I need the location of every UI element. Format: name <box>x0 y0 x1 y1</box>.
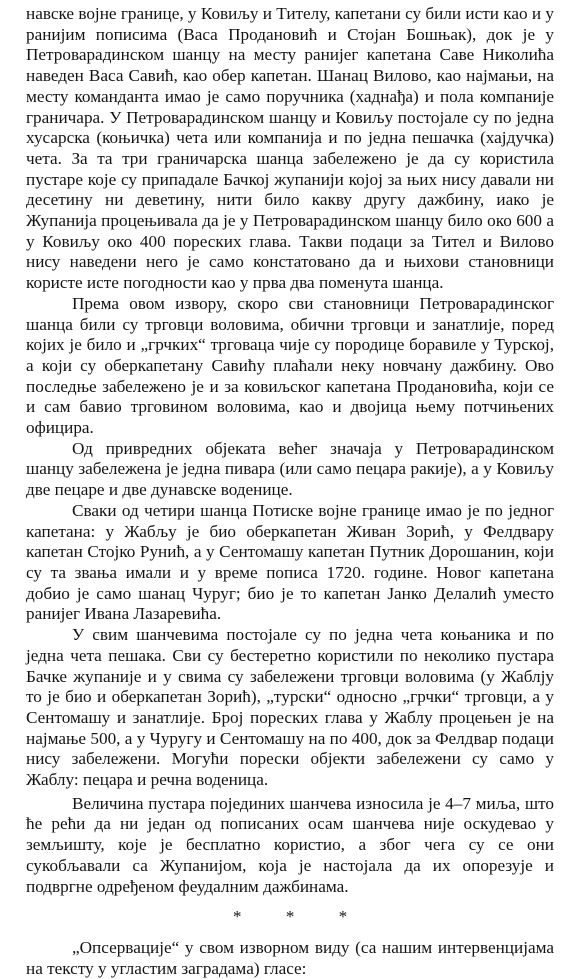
paragraph: Величина пустара појединих шанчева износила је 4–7 миља, што ће рећи да ни један од пописаних осам шанчева није оскудевао у земљишту, које је бесплатно користио, а због чега су се они сукобљавали са Жупанијом, која је настојала да их опорезује и подвргне одређеном феудалним дажбинама. <box>26 793 554 896</box>
paragraph: Према овом извору, скоро сви становници Петроварадинског шанца били су трговци воловима, обични трговци и занатлије, поред којих је било и „грчких“ трговаца чије су породице боравиле у Турској, а који су оберкапетану Савићу плаћали неку новчану дажбину. Ово последње забележено је и за ковиљског капетана Продановића, који се и сам бавио трговином воловима, као и двојица њему потчињених официра. <box>26 293 554 438</box>
paragraph: Од привредних објеката већег значаја у Петроварадинском шанцу забележена је једна пивара (или само пецара ракије), а у Ковиљу две пецаре и две дунавске воденице. <box>26 438 554 500</box>
paragraph: Сваки од четири шанца Потиске војне границе имао је по једног капетана: у Жабљу је био оберкапетан Живан Зорић, у Фелдвару капетан Стојко Рунић, а у Сентомашу капетан Путник Дорошанин, који су та звања имали и у време пописа 1720. године. Новог капетана добио је само шанац Чуруг; био је то капетан Јанко Делалић уместо ранијег Ивана Лазаревића. <box>26 500 554 624</box>
section-separator: * * * <box>232 907 368 927</box>
paragraph-continued: навске војне границе, у Ковиљу и Тителу, капетани су били исти као и у ранијим пописима (Васа Продановић и Стојан Бошњак), док је у Петроварадинском шанцу на месту ранијег капетана Саве Николића наведен Васа Савић, као обер капетан. Шанац Вилово, као најмањи, на месту команданта имао је само поручника (хаднађа) и пола компаније граничара. У Петроварадинском шанцу и Ковиљу постојале су по једна хусарска (коњичка) чета или компанија и по једна пешачка (хајдучка) чета. За та три граничарска шанца забележено је да су користила пустаре које су припадале Бачкој жупанији којој за њих нису давали ни десетину ни деветину, нити било какву другу дажбину, иако је Жупанија процењивала да је у Петроварадинском шанцу било око 600 а у Ковиљу око 400 пореских глава. Такви подаци за Тител и Вилово нису наведени него је само констатовано да и њихови становници користе исте погодности као у прва два поменута шанца. <box>26 4 554 293</box>
document-page <box>26 4 554 979</box>
paragraph: У свим шанчевима постојале су по једна чета коњаника и по једна чета пешака. Сви су бестеретно користили по неколико пустара Бачке жупаније и у свима су забележени трговци воловима (у Жаблју то је био и оберкапетан Зорић), „турски“ односно „грчки“ трговци, а у Сентомашу и занатлије. Број пореских глава у Жаблу процењен је на најмање 500, а у Чуругу и Сентомашу на по 400, док за Фелдвар подаци нису забележени. Могући порески објекти забележени су само у Жаблу: пецара и речна воденица. <box>26 625 554 790</box>
closing-paragraph: „Опсервације“ у свом изворном виду (са нашим интервенцијама на тексту у угластим заградама) гласе: <box>26 937 554 978</box>
